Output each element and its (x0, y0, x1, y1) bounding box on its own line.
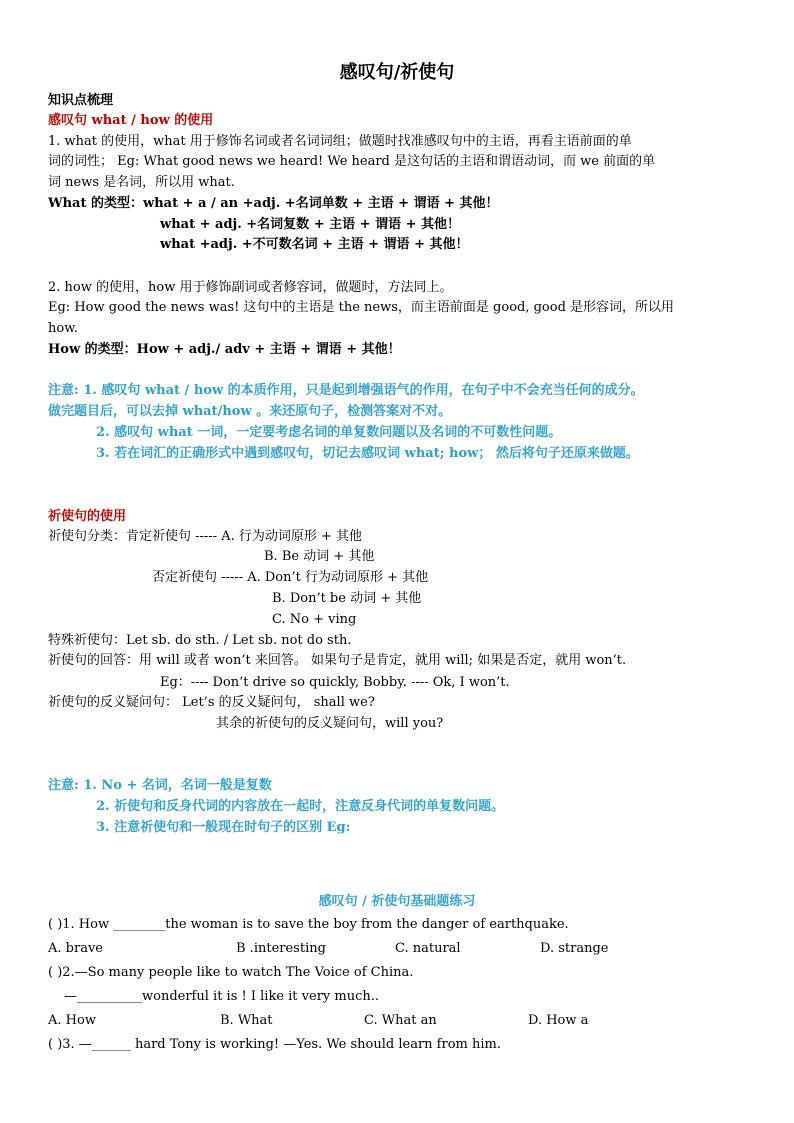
tag-question-line-2: 其余的祈使句的反义疑问句，will you? (216, 716, 444, 731)
how-usage-line-1: 2. how 的使用，how 用于修饰副词或者修容词，做题时，方法同上。 (48, 280, 453, 295)
classification-line-4: B. Don’t be 动词 + 其他 (272, 591, 422, 606)
question-2-response: —__________wonderful it is ! I like it very much.. (64, 989, 380, 1004)
q2-option-b: B. What (220, 1013, 273, 1028)
special-imperative: 特殊祈使句：Let sb. do sth. / Let sb. not do sth. (48, 633, 352, 648)
note2-line-1: 注意: 1. No + 名词，名词一般是复数 (48, 778, 272, 793)
how-type: How 的类型：How + adj./ adv + 主语 + 谓语 + 其他！ (48, 342, 401, 357)
q1-option-b: B .interesting (236, 941, 326, 956)
note2-line-2: 2. 祈使句和反身代词的内容放在一起时，注意反身代词的单复数问题。 (96, 799, 505, 814)
question-1: ( )1. How ________the woman is to save the boy from the danger of earthquake. (48, 917, 569, 932)
q1-option-d: D. strange (540, 941, 609, 956)
q2-option-c: C. What an (364, 1013, 437, 1028)
section-heading: 知识点梳理 (48, 93, 114, 108)
q1-option-c: C. natural (395, 941, 461, 956)
classification-line-3: 否定祈使句 ----- A. Don’t 行为动词原形 + 其他 (152, 570, 429, 585)
note2-line-3: 3. 注意祈使句和一般现在时句子的区别 Eg: (96, 820, 351, 835)
what-usage-line-3: 词 news 是名词，所以用 what. (48, 175, 235, 190)
how-usage-line-3: how. (48, 321, 78, 336)
answer-line-1: 祈使句的回答：用 will 或者 won’t 来回答。 如果句子是肯定，就用 will; 如果是否定，就用 won’t. (48, 653, 627, 668)
how-usage-line-2: Eg: How good the news was! 这句中的主语是 the news，而主语前面是 good, good 是形容词，所以用 (48, 300, 675, 315)
classification-line-2: B. Be 动词 + 其他 (264, 549, 375, 564)
note1-line-3: 2. 感叹句 what 一词，一定要考虑名词的单复数问题以及名词的不可数性问题。 (96, 425, 562, 440)
answer-line-2: Eg：---- Don’t drive so quickly, Bobby. ---- Ok, I won’t. (160, 675, 510, 690)
q2-option-d: D. How a (528, 1013, 589, 1028)
what-type-1: What 的类型：what + a / an +adj. +名词单数 + 主语 + 谓语 + 其他！ (48, 196, 499, 211)
page-title: 感叹句/祈使句 (339, 62, 455, 83)
q1-option-a: A. brave (48, 941, 103, 956)
imperative-subheading: 祈使句的使用 (48, 509, 127, 524)
what-type-2: what + adj. +名词复数 + 主语 + 谓语 + 其他！ (160, 217, 461, 232)
note1-line-2: 做完题目后，可以去掉 what/how 。来还原句子，检测答案对不对。 (48, 404, 452, 419)
what-type-3: what +adj. +不可数名词 + 主语 + 谓语 + 其他！ (160, 237, 469, 252)
classification-line-5: C. No + ving (272, 612, 357, 627)
practice-title: 感叹句 / 祈使句基础题练习 (318, 894, 476, 909)
question-2: ( )2.—So many people like to watch The Voice of China. (48, 965, 414, 980)
what-usage-line-2: 词的词性； Eg: What good news we heard! We heard 是这句话的主语和谓语动词，而 we 前面的单 (48, 154, 656, 169)
note1-line-1: 注意: 1. 感叹句 what / how 的本质作用，只是起到增强语气的作用，在句子中不会充当任何的成分。 (48, 383, 644, 398)
question-3: ( )3. —______ hard Tony is working! —Yes. We should learn from him. (48, 1037, 501, 1052)
tag-question-line-1: 祈使句的反义疑问句： Let’s 的反义疑问句， shall we? (48, 695, 375, 710)
note1-line-4: 3. 若在词汇的正确形式中遇到感叹句，切记去感叹词 what; how； 然后将句子还原来做题。 (96, 446, 639, 461)
what-usage-line-1: 1. what 的使用，what 用于修饰名词或者名词词组；做题时找准感叹句中的主语，再看主语前面的单 (48, 134, 632, 149)
q2-option-a: A. How (48, 1013, 96, 1028)
exclamation-subheading: 感叹句 what / how 的使用 (48, 113, 214, 128)
classification-line-1: 祈使句分类：肯定祈使句 ----- A. 行为动词原形 + 其他 (48, 529, 363, 544)
